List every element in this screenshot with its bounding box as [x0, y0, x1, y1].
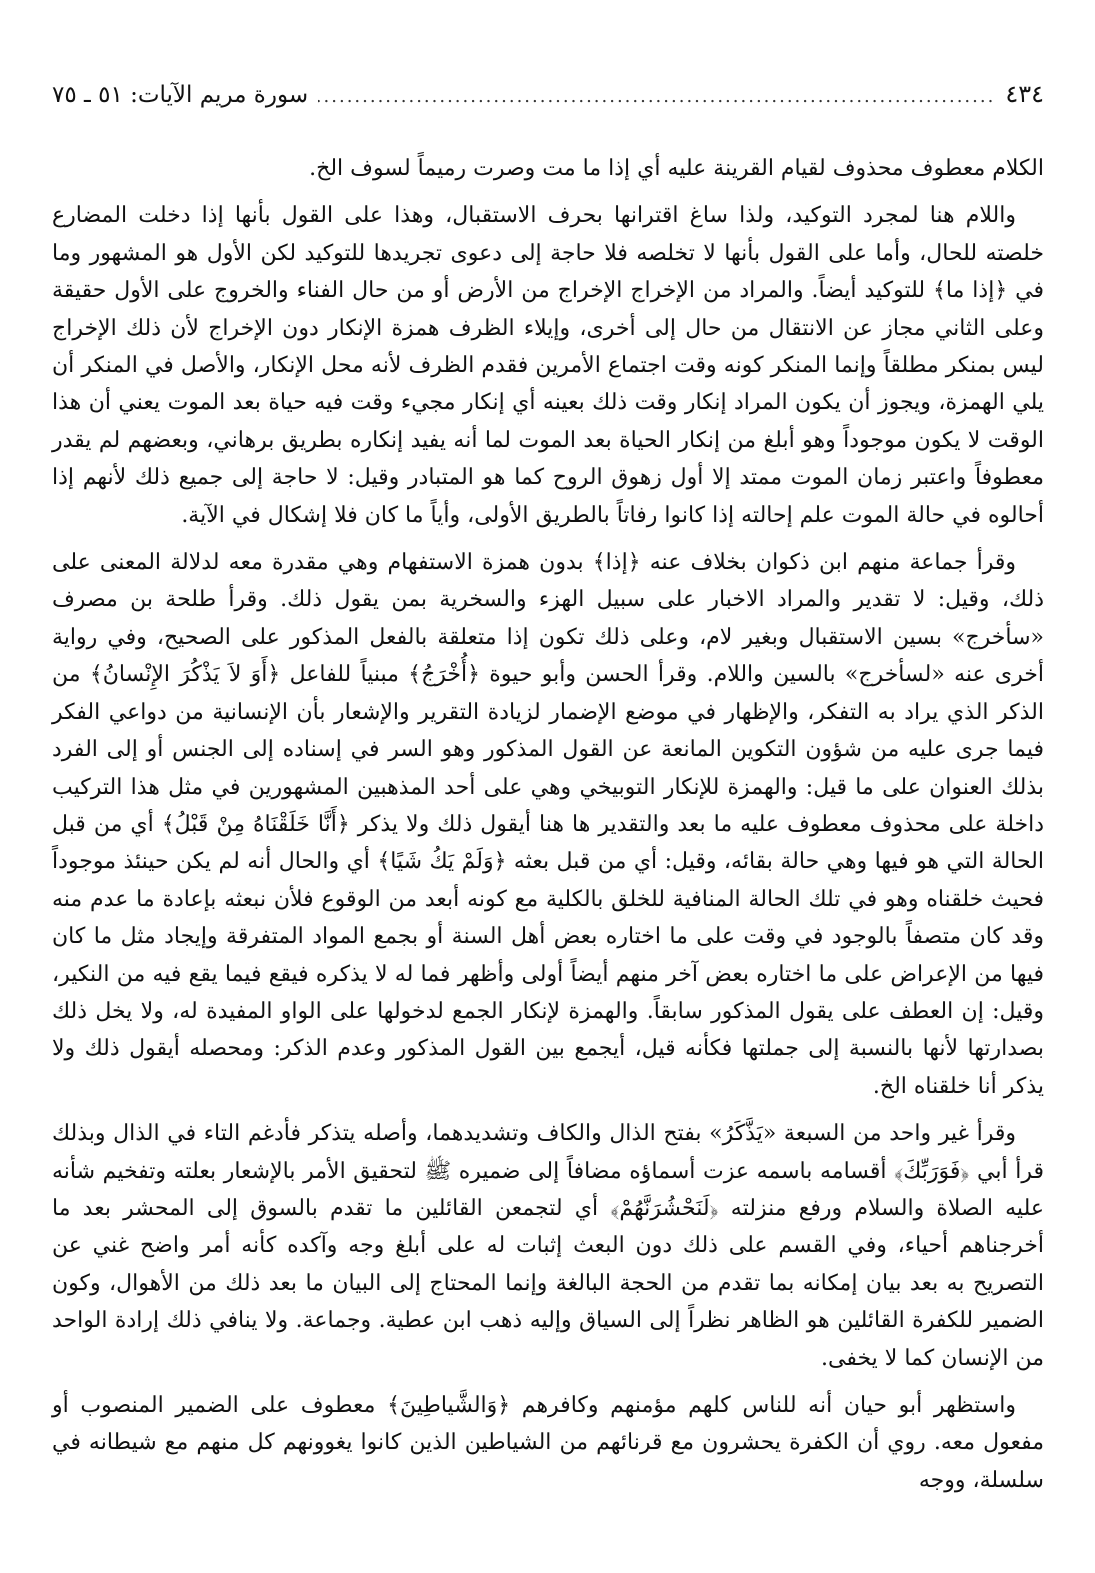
page-number: ٤٣٤ [1005, 80, 1044, 108]
running-header [52, 80, 1044, 122]
paragraph-2: واللام هنا لمجرد التوكيد، ولذا ساغ اقترانها بحرف الاستقبال، وهذا على القول بأنها إذا دخلت المضارع خلصته للحال، وأما على القول بأنها لا تخلصه فلا حاجة إلى دعوى تجريدها للتوكيد لكن الأول هو المشهور وما في ﴿إذا ما﴾ للتوكيد أيضاً. والمراد من الإخراج الإخراج من الأرض أو من حال الفناء والخروج على الأول حقيقة وعلى الثاني مجاز عن الانتقال من حال إلى أخرى، وإيلاء الظرف همزة الإنكار دون الإخراج لأن ذلك الإخراج ليس بمنكر مطلقاً وإنما المنكر كونه وقت اجتماع الأمرين فقدم الظرف لأنه محل الإنكار، والأصل في المنكر أن يلي الهمزة، ويجوز أن يكون المراد إنكار وقت ذلك بعينه أي إنكار مجيء وقت فيه حياة بعد الموت يعني أن هذا الوقت لا يكون موجوداً وهو أبلغ من إنكار الحياة بعد الموت لما أنه يفيد إنكاره بطريق برهاني، وبعضهم لم يقدر معطوفاً واعتبر زمان الموت ممتد إلا أول زهوق الروح كما هو المتبادر وقيل: لا حاجة إلى جميع ذلك لأنهم إذا أحالوه في حالة الموت علم إحالته إذا كانوا رفاتاً بالطريق الأولى، وأياً ما كان فلا إشكال في الآية. [52, 203, 1044, 528]
paragraph-1: الكلام معطوف محذوف لقيام القرينة عليه أي إذا ما مت وصرت رميماً لسوف الخ. [309, 156, 1044, 181]
paragraph-3: وقرأ جماعة منهم ابن ذكوان بخلاف عنه ﴿إذا﴾ بدون همزة الاستفهام وهي مقدرة معه لدلالة المعنى على ذلك، وقيل: لا تقدير والمراد الاخبار على سبيل الهزء والسخرية بمن يقول ذلك. وقرأ طلحة بن مصرف «سأخرج» بسين الاستقبال وبغير لام، وعلى ذلك تكون إذا متعلقة بالفعل المذكور على الصحيح، وفي رواية أخرى عنه «لسأخرج» بالسين واللام. وقرأ الحسن وأبو حيوة ﴿أُخْرَجُ﴾ مبنياً للفاعل ﴿أَوَ لاَ يَذْكُرَ الإِنْسانُ﴾ من الذكر الذي يراد به التفكر، والإظهار في موضع الإضمار لزيادة التقرير والإشعار بأن الإنسانية من دواعي الفكر فيما جرى عليه من شؤون التكوين المانعة عن القول المذكور وهو السر في إسناده إلى الجنس أو إلى الفرد بذلك العنوان على ما قيل: والهمزة للإنكار التوبيخي وهي على أحد المذهبين المشهورين في مثل هذا التركيب داخلة على محذوف معطوف عليه ما بعد والتقدير ها هنا أيقول ذلك ولا يذكر ﴿أَنَّا خَلَقْنَاهُ مِنْ قَبْلُ﴾ أي من قبل الحالة التي هو فيها وهي حالة بقائه، وقيل: أي من قبل بعثه ﴿وَلَمْ يَكُ شَيًا﴾ أي والحال أنه لم يكن حينئذ موجوداً فحيث خلقناه وهو في تلك الحالة المنافية للخلق بالكلية مع كونه أبعد من الوقوع فلأن نبعثه بإعادة ما عدم منه وقد كان متصفاً بالوجود في وقت على ما اختاره بعض أهل السنة أو بجمع المواد المتفرقة وإيجاد مثل ما كان فيها من الإعراض على ما اختاره بعض آخر منهم أيضاً أولى وأظهر فما له لا يذكره فيقع فيما يقع فيه من النكير، وقيل: إن العطف على يقول المذكور سابقاً. والهمزة لإنكار الجمع لدخولها على الواو المفيدة له، ولا يخل ذلك بصدارتها لأنها بالنسبة إلى جملتها فكأنه قيل، أيجمع بين القول المذكور وعدم الذكر: ومحصله أيقول ذلك ولا يذكر أنا خلقناه الخ. [52, 550, 1044, 1099]
paragraph-4: وقرأ غير واحد من السبعة «يَذَّكَرُ» بفتح الذال والكاف وتشديدهما، وأصله يتذكر فأدغم التاء في الذال وبذلك قرأ أبي ﴿فَوَرَبِّكَ﴾ أقسامه باسمه عزت أسماؤه مضافاً إلى ضميره ﷺ لتحقيق الأمر بالإشعار بعلته وتفخيم شأنه عليه الصلاة والسلام ورفع منزلته ﴿لَنَحْشُرَنَّهُمْ﴾ أي لتجمعن القائلين ما تقدم بالسوق إلى المحشر بعد ما أخرجناهم أحياء، وفي القسم على ذلك دون البعث إثبات له على أبلغ وجه وآكده كأنه أمر واضح غني عن التصريح به بعد بيان إمكانه بما تقدم من الحجة البالغة وإنما المحتاج إلى البيان ما بعد ذلك من الأهوال، وكون الضمير للكفرة القائلين هو الظاهر نظراً إلى السياق وإليه ذهب ابن عطية. وجماعة. ولا ينافي ذلك إرادة الواحد من الإنسان كما لا يخفى. [52, 1121, 1044, 1371]
body-text [52, 150, 1044, 1499]
chapter-title: سورة مريم الآيات: ٥١ ـ ٧٥ [52, 82, 309, 108]
header-leader-dots [318, 86, 995, 108]
paragraph-5: واستظهر أبو حيان أنه للناس كلهم مؤمنهم وكافرهم ﴿وَالشَّياطِينَ﴾ معطوف على الضمير المنصوب أو مفعول معه. روي أن الكفرة يحشرون مع قرنائهم من الشياطين الذين كانوا يغوونهم كل منهم مع شيطانه في سلسلة، ووجه [52, 1393, 1044, 1493]
document-page [52, 80, 1044, 1499]
